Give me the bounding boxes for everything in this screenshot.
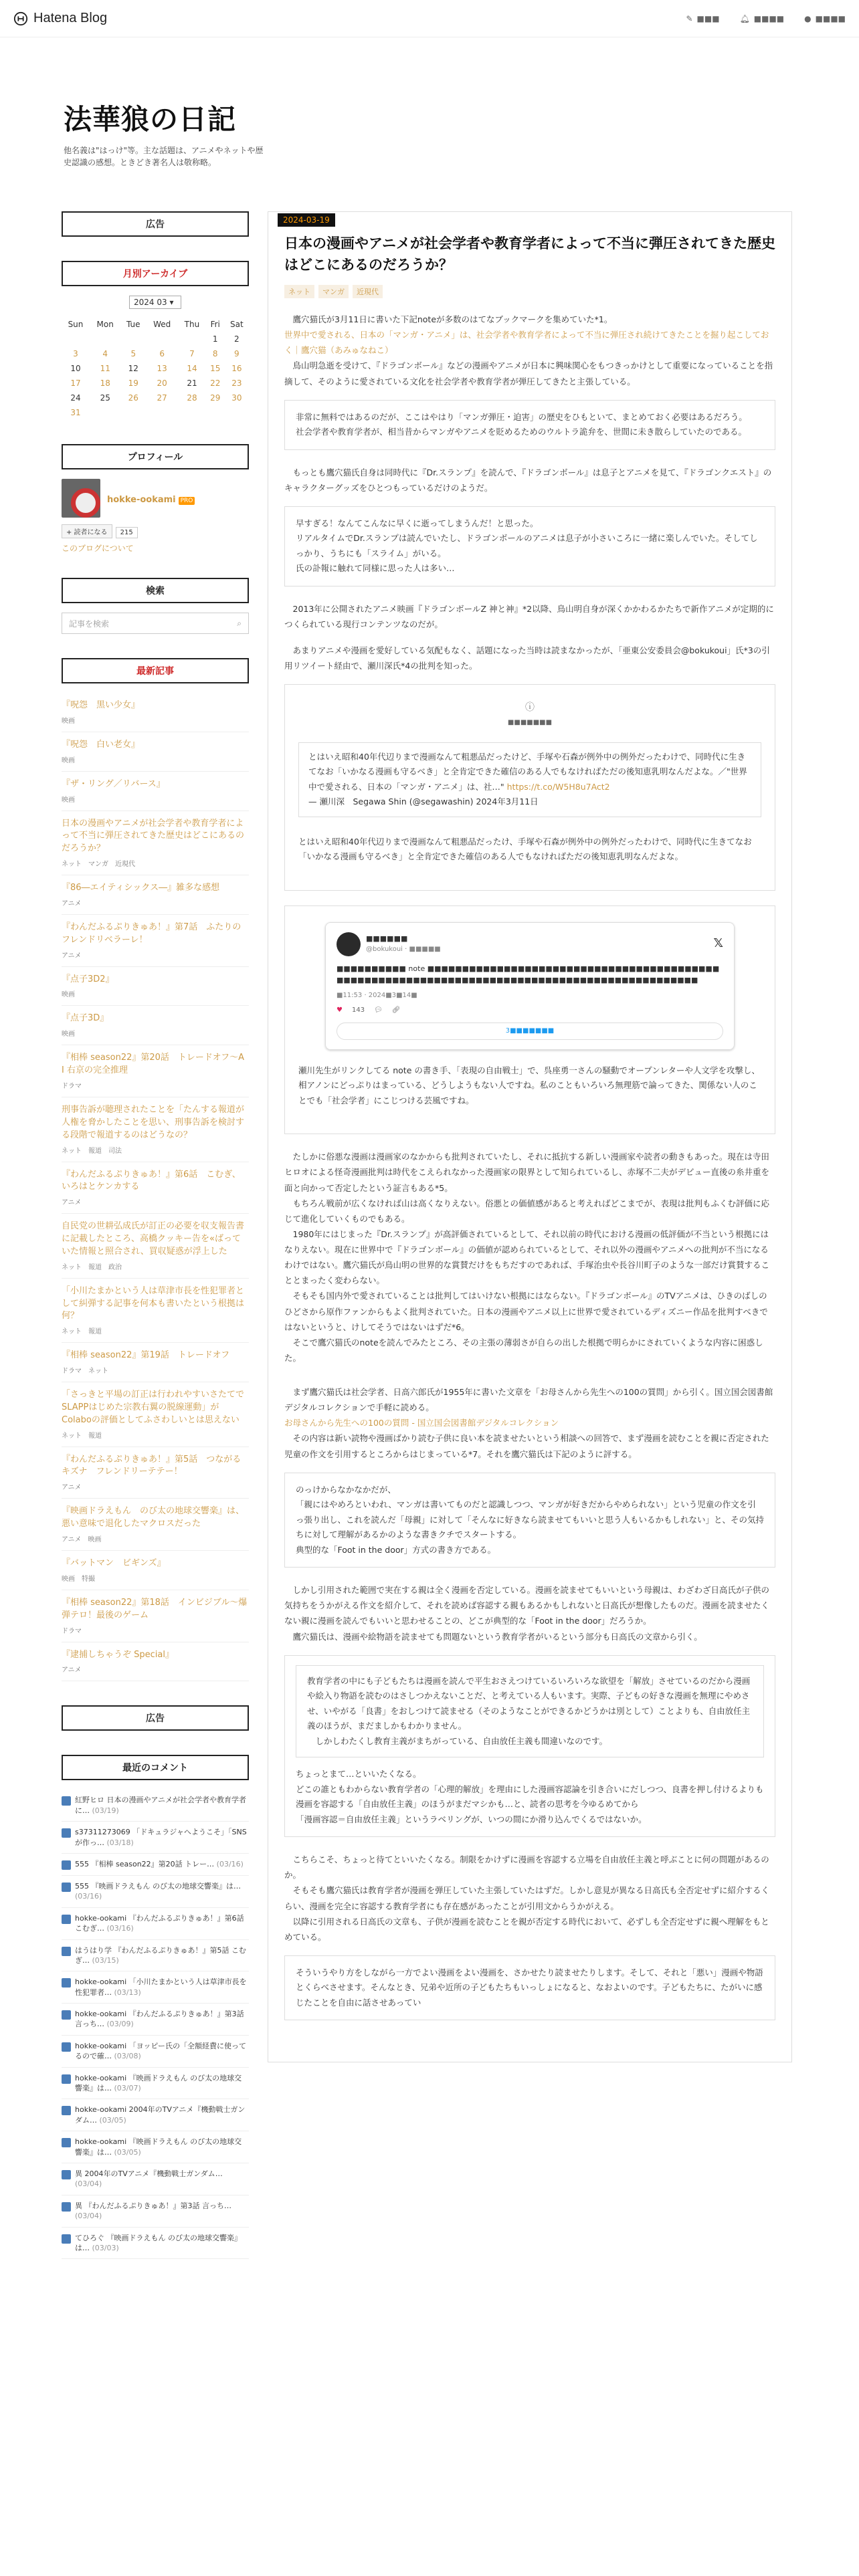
x-post-embed bbox=[284, 905, 775, 1135]
recent-entry-link[interactable]: 『86―エイティシックス―』雑多な感想 bbox=[62, 883, 220, 893]
blog-title[interactable]: 法華狼の日記 bbox=[64, 103, 237, 136]
comment-date: (03/05) bbox=[99, 2115, 126, 2125]
recent-entry-category[interactable]: アニメ bbox=[62, 952, 82, 960]
recent-entry-category[interactable]: ドラマ bbox=[62, 1082, 82, 1090]
recent-entry-category[interactable]: アニメ bbox=[62, 899, 82, 907]
ad-module bbox=[62, 211, 249, 237]
comments-title: 最近のコメント bbox=[62, 1755, 249, 1780]
search-title: 検索 bbox=[62, 578, 249, 603]
calendar-day[interactable]: 6 bbox=[159, 349, 165, 358]
comment-entry-link[interactable]: 『映画ドラえもん のび太の地球交響楽』は… bbox=[91, 1881, 241, 1891]
search-icon[interactable]: ⌕ bbox=[237, 618, 242, 628]
tag-modern[interactable]: 近現代 bbox=[353, 285, 383, 298]
comment-date: (03/04) bbox=[75, 2179, 102, 2189]
blog-description: 他名義は"はっけ"等。主な話題は、アニメやネットや歴史認識の感想。ときどき著名人は敬称略。 bbox=[64, 146, 264, 167]
recent-module bbox=[62, 658, 249, 1681]
commenter-icon bbox=[62, 1883, 71, 1892]
recent-entry bbox=[62, 693, 249, 732]
calendar-day[interactable]: 18 bbox=[100, 379, 110, 388]
entry-date[interactable]: 2024-03-19 bbox=[278, 213, 335, 227]
calendar-day[interactable]: 30 bbox=[231, 393, 242, 403]
commenter-icon bbox=[62, 2202, 71, 2212]
recent-entry-category[interactable]: ネット 報道 bbox=[62, 1328, 102, 1336]
calendar-day[interactable]: 22 bbox=[210, 379, 221, 388]
quote-3 bbox=[284, 1473, 775, 1568]
commenter-name[interactable]: てひろぐ bbox=[75, 2233, 104, 2242]
calendar-day bbox=[120, 405, 146, 420]
recent-entry-link[interactable]: 『点子3D』 bbox=[62, 1013, 109, 1024]
recent-entry-link[interactable]: 『呪怨 白い老女』 bbox=[62, 739, 140, 750]
recent-entry bbox=[62, 915, 249, 967]
commenter-icon bbox=[62, 2106, 71, 2115]
commenter-name[interactable]: hokke-ookami bbox=[75, 2010, 127, 2019]
reader-count: 215 bbox=[116, 527, 138, 538]
recent-entry-link[interactable]: 『わんだふるぷりきゅあ！』第7話 ふたりのフレンドリベラーレ！ bbox=[62, 922, 242, 945]
weekday-label: Mon bbox=[96, 320, 114, 329]
recent-entry-link[interactable]: 『わんだふるぷりきゅあ！』第5話 つながるキズナ フレンドリーテテー！ bbox=[62, 1454, 242, 1477]
recent-entry-link[interactable]: 『逮捕しちゃうぞ Special』 bbox=[62, 1649, 174, 1660]
entry bbox=[268, 211, 792, 2062]
calendar-day[interactable]: 29 bbox=[210, 393, 221, 403]
search-placeholder: 記事を検索 bbox=[69, 619, 110, 629]
comment-entry-link[interactable]: 『映画ドラえもん のび太の地球交響楽』は… bbox=[75, 2137, 242, 2157]
commenter-icon bbox=[62, 2010, 71, 2020]
calendar-day[interactable]: 20 bbox=[157, 379, 167, 388]
para-3: 2013年に公開されたアニメ映画『ドラゴンボールZ 神と神』*2以降、鳥山明自身が深くかかわるかたちで新作アニメが定期的につくられている現行コンテンツなのだが。 bbox=[284, 603, 774, 629]
tag-net[interactable]: ネット bbox=[284, 285, 314, 298]
sidebar bbox=[62, 211, 249, 2283]
commenter-name[interactable]: 555 bbox=[75, 1859, 89, 1868]
search-input[interactable] bbox=[62, 613, 249, 634]
ad-title-2: 広告 bbox=[62, 1705, 249, 1731]
calendar-day[interactable]: 23 bbox=[231, 379, 242, 388]
x-logo-icon[interactable]: 𝕏 bbox=[713, 936, 723, 951]
weekday-label: Tue bbox=[126, 320, 140, 329]
comment-item bbox=[62, 1908, 249, 1940]
calendar-day: 10 bbox=[70, 364, 81, 373]
recent-entry bbox=[62, 1279, 249, 1344]
quote-2 bbox=[284, 506, 775, 586]
weekday-label: Thu bbox=[184, 320, 200, 329]
commenter-name[interactable]: hokke-ookami bbox=[75, 1913, 127, 1923]
recent-entry bbox=[62, 875, 249, 915]
quote-1 bbox=[284, 400, 775, 450]
x-after: 瀬川先生がリンクしてる note の書き手、「表現の自由戦士」で、呉座勇一さんの騒動でオープンレターや人文学を攻撃し、相アノンにどっぷりはまっている、どうしようもない人ですね。私のこともいろいろ無理筋で論ってきた、関係ない人のことでも「社会学者」にこじつける芸風ですね。 bbox=[298, 1065, 760, 1105]
logo-text: Hatena Blog bbox=[33, 11, 108, 25]
calendar-day[interactable]: 14 bbox=[187, 364, 197, 373]
recent-entry bbox=[62, 1045, 249, 1097]
calendar-day[interactable]: 3 bbox=[73, 349, 78, 358]
commenter-name[interactable]: 異 bbox=[75, 2201, 82, 2210]
recent-entry-category[interactable]: 映画 bbox=[62, 717, 75, 725]
ad-module-2 bbox=[62, 1705, 249, 1731]
recent-entry bbox=[62, 1499, 249, 1551]
calendar-day bbox=[62, 332, 90, 346]
subscribe-button[interactable]: + 読者になる bbox=[62, 524, 112, 538]
comment-date: (03/08) bbox=[114, 2052, 141, 2061]
commenter-name[interactable]: 紅野ヒロ bbox=[75, 1796, 104, 1805]
user-icon: ● bbox=[804, 13, 812, 23]
calendar-day[interactable]: 26 bbox=[128, 393, 138, 403]
embedded-tweet-1 bbox=[284, 684, 775, 890]
quote-1-text: 非常に無料ではあるのだが、ここはやはり「マンガ弾圧・迫害」の歴史をひもといて、まとめておく必要はあるだろう。 社会学者や教育学者が、相当昔からマンガやアニメを貶めるためのウルトラ詭弁を、世間に未き散らしていたのである。 bbox=[296, 411, 747, 437]
recent-entry-link[interactable]: 日本の漫画やアニメが社会学者や教育学者によって不当に弾圧されてきた歴史はどこにあるのだろうか？ bbox=[62, 818, 245, 854]
comment-date: (03/05) bbox=[114, 2147, 141, 2157]
quote-5-text: そういうやり方をしながら一方でよい漫画をよい漫画を、さかせたり読ませたりします。そして、それと「悪い」漫画や物語とくらべさせます。そんなとき、兄弟や近所の子どもたちもいっしょになると、なおよいのです。子どもたちに、たがいに感じたことを自由に話させあってい bbox=[296, 1967, 763, 2008]
tweet-after: とはいえ昭和40年代辺りまで漫画なんて粗悪品だったけ、手塚や石森が例外中の例外だったわけで、同時代に生きてなお「いかなる漫画も守るべき」と全肯定できた確信のある人でもなければただの後知恵乳明なんだよな。 bbox=[298, 836, 752, 862]
recent-entry bbox=[62, 732, 249, 772]
recent-entry bbox=[62, 811, 249, 876]
ad-title: 広告 bbox=[62, 211, 249, 237]
calendar-day: 2 bbox=[234, 334, 240, 344]
profile-title: プロフィール bbox=[62, 444, 249, 469]
info-notice-text: ■■■■■■■ bbox=[507, 718, 553, 726]
archive-module bbox=[62, 261, 249, 420]
calendar-day[interactable]: 31 bbox=[70, 408, 81, 417]
recent-entry bbox=[62, 1551, 249, 1590]
account-label: ■■■■ bbox=[815, 13, 846, 23]
tweet-text: とはいえ昭和40年代辺りまで漫画なんて粗悪品だったけど、手塚や石森が例外中の例外だったわけで、同時代に生きてなお「いかなる漫画も守るべき」と全肯定できた確信のある人でもなければただの後知恵乳明なんだよな。／"世界中で愛される、日本の「マンガ・アニメ」は、社…" bbox=[308, 751, 747, 792]
comment-item bbox=[62, 2131, 249, 2163]
recent-entry bbox=[62, 1642, 249, 1682]
commenter-icon bbox=[62, 2074, 71, 2084]
hatena-logo-icon bbox=[13, 11, 28, 26]
para-9: こちらこそ、ちょっと待てといいたくなる。制限をかけずに漫画を容認する立場を自由放任主義と呼ぶことに何の問題があるのか。 そもそも鷹穴猫氏は教育学者が漫画を弾圧していた主張していたはずだ。しかし意見が異なる日高氏も全否定せずに紹介するくらい、漫画を完全に容認する教育学者にも存在感があったことが引用文からうかがえる。 以降に引用される日高氏の文章も、子供が漫画を読むことを親が否定する時代において、必ずしも全否定せずに親へ理解をもとめている。 bbox=[284, 1854, 770, 1942]
comment-date: (03/16) bbox=[75, 1892, 102, 1901]
comment-entry-link[interactable]: 『映画ドラえもん のび太の地球交響楽』は… bbox=[75, 2233, 242, 2252]
recent-entry-link[interactable]: 自民党の世耕弘成氏が訂正の必要を収支報告書に記載したところ、高橋クッキー告を«ばっていた情報と照合され、買収疑惑が浮上した bbox=[62, 1221, 245, 1257]
calendar-day[interactable]: 7 bbox=[189, 349, 195, 358]
commenter-name[interactable]: hokke-ookami bbox=[75, 1977, 127, 1987]
comment-date: (03/07) bbox=[114, 2084, 141, 2093]
comment-date: (03/18) bbox=[106, 1838, 134, 1847]
para-7: まず鷹穴猫氏は社会学者、日高六郎氏が1955年に書いた文章を「お母さんから先生への100の質問」から引く。国立国会図書館デジタルコレクションで手軽に読める。 bbox=[284, 1387, 773, 1413]
quote-4 bbox=[284, 1655, 775, 1838]
calendar-day bbox=[90, 405, 121, 420]
tag-manga[interactable]: マンガ bbox=[318, 285, 349, 298]
calendar-day bbox=[120, 332, 146, 346]
comment-item bbox=[62, 1790, 249, 1822]
calendar-day[interactable]: 9 bbox=[234, 349, 240, 358]
commenter-icon bbox=[62, 2042, 71, 2052]
recent-entry-link[interactable]: 『わんだふるぷりきゅあ！』第6話 こむぎ、いろはとケンカする bbox=[62, 1169, 241, 1192]
commenter-icon bbox=[62, 2138, 71, 2147]
archive-month-select[interactable]: 2024 03 ▾ bbox=[129, 296, 181, 309]
pencil-icon: ✎ bbox=[686, 13, 693, 23]
x-like-count: 143 bbox=[351, 1006, 365, 1014]
comment-date: (03/04) bbox=[75, 2212, 102, 2221]
recent-entry-category[interactable]: ネット マンガ 近現代 bbox=[62, 861, 135, 869]
calendar-day[interactable]: 11 bbox=[100, 364, 110, 373]
recent-entry bbox=[62, 1097, 249, 1162]
weekday-label: Fri bbox=[210, 320, 220, 329]
share-icon[interactable]: 🔗︎ bbox=[391, 1006, 401, 1014]
comment-entry-link[interactable]: 『わんだふるぷりきゅあ！』第5話 こむぎ… bbox=[75, 1945, 246, 1965]
recent-entry-link[interactable]: 『相棒 season22』第20話 トレードオフ～A I 右京の完全推理 bbox=[62, 1053, 245, 1076]
bell-icon: 🔔︎ bbox=[739, 13, 750, 23]
commenter-name[interactable]: hokke-ookami bbox=[75, 2137, 127, 2147]
commenter-icon bbox=[62, 1978, 71, 1988]
profile-module bbox=[62, 444, 249, 554]
recent-entry-category[interactable]: アニメ bbox=[62, 1667, 82, 1675]
ndl-link[interactable]: お母さんから先生への100の質問 - 国立国会図書館デジタルコレクション bbox=[284, 1418, 559, 1428]
recent-entry-link[interactable]: 刑事告訴が聴理されたことを「たんする報道が人権を脅かしたことを思い、刑事告訴を検討する段階で報道するのはどうなの？ bbox=[62, 1104, 245, 1140]
calendar-day[interactable]: 13 bbox=[157, 364, 167, 373]
comment-entry-link[interactable]: 『わんだふるぷりきゅあ！』第3話 言っち… bbox=[75, 2010, 244, 2029]
para-4: あまりアニメや漫画を愛好している気配もなく、話題になった当時は読まなかったが、「亜東公安委員会@bokukoui」氏*3の引用リツイート経由で、瀬川深氏*4の批判を知った。 bbox=[284, 645, 770, 671]
weekday-label: Sun bbox=[68, 320, 84, 329]
comment-item bbox=[62, 2099, 249, 2131]
comment-entry-link[interactable]: 『映画ドラえもん のび太の地球交響楽』は… bbox=[75, 2073, 242, 2093]
calendar-day bbox=[90, 332, 121, 346]
comment-item bbox=[62, 2228, 249, 2260]
comment-date: (03/16) bbox=[216, 1859, 244, 1868]
recent-entry-category[interactable]: 映画 特撮 bbox=[62, 1575, 95, 1583]
commenter-icon bbox=[62, 2170, 71, 2179]
avatar[interactable] bbox=[62, 479, 100, 518]
calendar-day bbox=[178, 332, 205, 346]
comment-entry-link[interactable]: 2004年のTVアニメ『機動戦士ガンダム… bbox=[75, 2105, 246, 2125]
write-link[interactable] bbox=[686, 14, 719, 23]
comment-entry-link[interactable]: 「ドキュラジャへようこそ」「SNSが作っ… bbox=[75, 1828, 247, 1847]
calendar-day: 1 bbox=[212, 334, 218, 344]
recent-entry-link[interactable]: 『相棒 season22』第19話 トレードオフ bbox=[62, 1350, 230, 1361]
weekday-label: Wed bbox=[153, 320, 171, 329]
pro-badge: PRO bbox=[179, 497, 195, 505]
recent-entry-link[interactable]: 『点子3D2』 bbox=[62, 974, 114, 984]
x-text: ■■■■■■■■■■ note ■■■■■■■■■■■■■■■■■■■■■■■■■■■■■■■■■■■■■■■■■■■■■■■■■■■■■■■■■■■■■■■■■■■■■■■■■■■■■■■■■■■■■■■■■■■■■■ bbox=[337, 964, 720, 985]
commenter-icon bbox=[62, 1828, 71, 1838]
recent-entry bbox=[62, 1214, 249, 1279]
comment-date: (03/15) bbox=[92, 1955, 119, 1965]
quote-5 bbox=[284, 1955, 775, 2021]
calendar-day bbox=[206, 405, 225, 420]
recent-entry bbox=[62, 1382, 249, 1447]
comment-date: (03/16) bbox=[106, 1924, 134, 1933]
notification-link[interactable] bbox=[740, 14, 785, 23]
comment-date: (03/03) bbox=[92, 2243, 119, 2252]
recent-entry-category[interactable]: ドラマ ネット bbox=[62, 1368, 108, 1376]
info-icon: ⓘ bbox=[525, 702, 535, 714]
entry-title[interactable]: 日本の漫画やアニメが社会学者や教育学者によって不当に弾圧されてきた歴史はどこにあるのだろうか？ bbox=[284, 235, 775, 273]
x-avatar[interactable] bbox=[337, 932, 361, 956]
commenter-icon bbox=[62, 2234, 71, 2244]
tweet-author[interactable]: — 瀬川深 Segawa Shin (@segawashin) 2024年3月11日 bbox=[308, 796, 539, 807]
commenter-name[interactable]: s37311273069 bbox=[75, 1828, 130, 1837]
commenter-name[interactable]: 異 bbox=[75, 2169, 82, 2178]
x-name[interactable]: ■■■■■■ bbox=[366, 934, 408, 943]
recent-entry-link[interactable]: 「小川たまかという人は草津市長を性犯罪者として糾弾する記事を何本も書いたという根拠は何？ bbox=[62, 1285, 245, 1321]
quote-4-inner: 教育学者の中にも子どもたちは漫画を読んで平生おさえつけているいろいろな欲望を「解放」させているのだから漫画や絵入り物語を読むのはさしつかえないことだ、と考えている人もいます。実際、子どもの好きな漫画を無理にやめさせ、いやがる「良書」をおしつけて読ませる（そのようなことができるかどうかは別として）ことよりも、自由放任主義のほうが、まだましかもわかりません。 しかしわたくし教育主義がまちがっている、自由放任主義も間違いなのです。 bbox=[296, 1665, 764, 1758]
recent-entry bbox=[62, 1590, 249, 1642]
recent-entry bbox=[62, 772, 249, 811]
comment-entry-link[interactable]: 2004年のTVアニメ『機動戦士ガンダム… bbox=[84, 2169, 223, 2178]
recent-entry-category[interactable]: 映画 bbox=[62, 756, 75, 764]
calendar-day[interactable]: 19 bbox=[128, 379, 138, 388]
comment-entry-link[interactable]: 『わんだふるぷりきゅあ！』第6話 こむぎ… bbox=[75, 1913, 244, 1933]
comment-item bbox=[62, 1971, 249, 2004]
calendar-day: 24 bbox=[70, 393, 81, 403]
calendar-day[interactable]: 27 bbox=[157, 393, 167, 403]
search-module bbox=[62, 578, 249, 634]
calendar-day[interactable]: 16 bbox=[231, 364, 242, 373]
para-8: しかし引用された範囲で実在する親は全く漫画を否定している。漫画を読ませてもいいという母親は、わざわざ日高氏が子供の気持ちをうかがえる作文を紹介して、それを読めば容認する親もあるかもしれないと日高氏が想像したものだ。漫画を読ませたくない親に漫画を読んでもいいと思わせることの、どこが典型的な「Foot in the door」だろうか。 鷹穴猫氏は、漫画や絵物語を読ませても問題ないという教育学者がいるという部分も日高氏の文章から引く。 bbox=[284, 1585, 770, 1642]
calendar-day: 25 bbox=[100, 393, 110, 403]
recent-entry-link[interactable]: 『バットマン ビギンズ』 bbox=[62, 1558, 166, 1568]
weekday-label: Sat bbox=[230, 320, 244, 329]
recent-entry bbox=[62, 1447, 249, 1499]
x-meta[interactable]: ■11:53 · 2024■3■14■ bbox=[337, 991, 417, 999]
recent-entry-category[interactable]: 映画 bbox=[62, 1031, 75, 1039]
calendar-day: 12 bbox=[128, 364, 138, 373]
recent-entry bbox=[62, 1162, 249, 1214]
recent-entry-category[interactable]: アニメ bbox=[62, 1484, 82, 1492]
para-1-rest: 鳥山明急逝を受けて、『ドラゴンボール』などの漫画やアニメが日本に興味関心をもつきっかけとして重要になっていることを指摘して、そのように愛されている文化を社会学者や教育学者が弾圧してきたと主張している。 bbox=[284, 360, 773, 387]
entry-body bbox=[268, 312, 791, 2020]
commenter-icon bbox=[62, 1915, 71, 1924]
recent-entry-link[interactable]: 『映画ドラえもん のび太の地球交響楽』は、悪い意味で退化したマクロスだった bbox=[62, 1506, 245, 1529]
comment-entry-link[interactable]: 『相棒 season22』第20話 トレー… bbox=[91, 1859, 215, 1868]
comment-date: (03/19) bbox=[92, 1806, 119, 1815]
archive-calendar bbox=[62, 317, 249, 420]
comment-entry-link[interactable]: 「ヨッピー氏の「全額経費に使ってるので確… bbox=[75, 2041, 246, 2061]
commenter-name[interactable]: 555 bbox=[75, 1881, 89, 1891]
calendar-day bbox=[146, 332, 178, 346]
calendar-day[interactable]: 17 bbox=[70, 379, 81, 388]
comment-item bbox=[62, 1854, 249, 1876]
commenter-name[interactable]: hokke-ookami bbox=[75, 2073, 127, 2082]
commenter-name[interactable]: hokke-ookami bbox=[75, 2105, 127, 2115]
calendar-day[interactable]: 8 bbox=[212, 349, 218, 358]
calendar-day bbox=[146, 405, 178, 420]
commenter-icon bbox=[62, 1860, 71, 1870]
para-2: もっとも鷹穴猫氏自身は同時代に『Dr.スランプ』を読んで、『ドラゴンボール』は息子とアニメを見て、『ドラゴンクエスト』のキャラクターグッズをひとつもっているだけのようだ。 bbox=[284, 467, 772, 493]
archive-title: 月別アーカイブ bbox=[62, 261, 249, 286]
calendar-day[interactable]: 15 bbox=[210, 364, 221, 373]
tweet-link[interactable]: https://t.co/W5H8u7Act2 bbox=[506, 781, 610, 792]
comment-date: (03/09) bbox=[106, 2020, 134, 2029]
para-6: たしかに俗悪な漫画は漫画家のなかからも批判されていたし、それに抵抗する新しい漫画家や読者の動きもあった。現在は寺田ヒロオによる怪奇漫画批判は時代をこえられなかった漫画家の限界として知られているし、赤塚不二夫がデビュー直後の糸井重を面と向かって否定したという証言もある*5。 もちろん戦前が広くなければ山は高くなりえない。俗悪との価値感があると考えればどこまでが、表現は批判もふくむ評価に応じて進化していくものでもある。 1980年にはじまった『Dr.スランプ』が高評価されているとして、それ以前の時代における漫画の低評価が不当という根拠にはなりえない。現在に世界中で『ドラゴンボール』の価値が認められているとして、それ以外の漫画やアニメへの批判が不当になるわけではない。鷹穴猫氏が鳥山明の世界的な賞賛だけをもちだすのであれば、手塚治虫や長谷川町子のような一部だけ賞賛することとまったく変わらない。 そもそも国内外で愛されていることは批判してはいけない根拠にはならない。『ドラゴンボール』のTVアニメは、ひきのばしのひどさから原作ファンからもよく批判されていた。日本の漫画やアニメ以上に世界で愛されているディズニー作品を批判すべきではないというと、けしてそうではないはずだ*6。 そこで鷹穴猫氏のnoteを読んでみたところ、その主張の薄弱さが自らの出した根拠で明らかにされていくような内容に困惑した。 bbox=[284, 1152, 770, 1363]
calendar-day[interactable]: 5 bbox=[130, 349, 136, 358]
comment-item bbox=[62, 2068, 249, 2100]
commenter-name[interactable]: はうはり学 bbox=[75, 1945, 112, 1955]
para-1: 鷹穴猫氏が3月11日に書いた下記noteが多数のはてなブックマークを集めていた*1。 bbox=[284, 314, 613, 324]
comment-item bbox=[62, 1940, 249, 1972]
recent-entry-category[interactable]: ドラマ bbox=[62, 1627, 82, 1635]
quote-3-text: のっけからなかなかだが、 「親にはやめろといわれ、マンガは書いてものだと認識しつつ、マンガが好きだからやめられない」という児童の作文を引っ張り出し、これを読んだ「母親」に対して「そんなに好きなら読ませてもいいと思う人もいるかもしれない」と、その気持ちに対して理解があるかのような書きクチでスタートする。 典型的な「Foot in the door」方式の書き方である。 bbox=[296, 1484, 765, 1555]
comment-item bbox=[62, 1822, 249, 1854]
quote-4-text: ちょっとまて…といいたくなる。 どこの誰ともわからない教育学者の「心理的解放」を理由にした漫画容認論を引き合いにだしつつ、良書を押し付けるよりも漫画を容認する「自由放任主義」のほうがまだマシかも…と、読者の思考を今ゆるめてから 「漫画容認＝自由放任主義」というラベリングが、いつの間にか滑り込んでくるではないか。 bbox=[296, 1769, 764, 1824]
recent-title: 最新記事 bbox=[62, 658, 249, 683]
hatena-blog-logo[interactable] bbox=[13, 11, 107, 26]
recent-entry-link[interactable]: 『呪怨 黒い少女』 bbox=[62, 700, 140, 710]
info-notice bbox=[298, 700, 761, 728]
recent-entry-category[interactable]: 映画 bbox=[62, 991, 75, 999]
comment-item bbox=[62, 2195, 249, 2228]
notification-label: ■■■■ bbox=[753, 13, 785, 23]
comment-entry-link[interactable]: 『わんだふるぷりきゅあ！』第3話 言っち… bbox=[84, 2201, 231, 2210]
x-handle[interactable]: @bokukoui · ■■■■■ bbox=[366, 946, 441, 954]
comment-item bbox=[62, 2036, 249, 2068]
comments-module bbox=[62, 1755, 249, 2259]
calendar-day bbox=[225, 405, 249, 420]
recent-entry-category[interactable]: ネット 報道 司法 bbox=[62, 1147, 122, 1155]
recent-entry-category[interactable]: ネット 報道 bbox=[62, 1432, 102, 1440]
calendar-day bbox=[178, 405, 205, 420]
calendar-day[interactable]: 28 bbox=[187, 393, 197, 403]
heart-icon[interactable]: ♥ bbox=[337, 1006, 343, 1014]
recent-entry-category[interactable]: 映画 bbox=[62, 796, 75, 804]
para-7-rest: その内容は新い読物や漫画ばかり読む子供に良い本を読ませたいという相談への回答で、まず漫画を読むことを親に否定された児童の作文を引用するところからはじまっている*7。それを鷹穴猫氏は下記のように評する。 bbox=[284, 1433, 769, 1459]
calendar-day: 21 bbox=[187, 379, 197, 388]
recent-entry-category[interactable]: ネット 報道 政治 bbox=[62, 1263, 122, 1271]
comment-entry-link[interactable]: 日本の漫画やアニメが社会学者や教育学者に… bbox=[75, 1796, 246, 1815]
recent-entry-category[interactable]: アニメ 映画 bbox=[62, 1536, 102, 1543]
recent-entry bbox=[62, 1006, 249, 1045]
recent-entry-link[interactable]: 『相棒 season22』第18話 インビジブル～爆弾テロ！最後のゲーム bbox=[62, 1597, 248, 1620]
account-link[interactable] bbox=[804, 14, 846, 23]
write-label: ■■■ bbox=[696, 13, 720, 23]
recent-entry bbox=[62, 1343, 249, 1382]
calendar-day[interactable]: 4 bbox=[102, 349, 108, 358]
recent-entry-category[interactable]: アニメ bbox=[62, 1199, 82, 1207]
comment-item bbox=[62, 1876, 249, 1908]
about-link[interactable]: このブログについて bbox=[62, 544, 134, 553]
comment-entry-link[interactable]: 「小川たまかという人は草津市長を性犯罪者… bbox=[75, 1977, 247, 1997]
profile-name[interactable]: hokke-ookami bbox=[107, 494, 176, 505]
reply-icon[interactable]: 💬︎ bbox=[374, 1006, 383, 1014]
x-read-replies-button[interactable]: 3■■■■■■■ bbox=[337, 1023, 723, 1040]
comment-date: (03/13) bbox=[114, 1988, 141, 1997]
commenter-icon bbox=[62, 1796, 71, 1806]
recent-entry-link[interactable]: 『ザ・リング／リバース』 bbox=[62, 778, 165, 789]
quote-2-text: 早すぎる！なんてこんなに早くに逝ってしまうんだ！と思った。 リアルタイムでDr.スランプは読んでいたし、ドラゴンボールのアニメは息子が小さいころに一緒に楽しんでいた。そしてしっかり、うちにも「スライム」がいる。 氏の訃報に触れて同様に思った人は多い… bbox=[296, 518, 758, 574]
x-card[interactable] bbox=[325, 922, 735, 1050]
comment-item bbox=[62, 2163, 249, 2195]
commenter-icon bbox=[62, 1947, 71, 1956]
blog-header bbox=[0, 37, 859, 167]
recent-entry bbox=[62, 967, 249, 1006]
top-bar bbox=[0, 0, 859, 37]
comment-item bbox=[62, 2004, 249, 2036]
note-link[interactable]: 世界中で愛される、日本の「マンガ・アニメ」は、社会学者や教育学者によって不当に弾圧され続けてきたことを掘り起こしておく｜鷹穴猫（あみゅなねこ） bbox=[284, 330, 769, 356]
recent-entry-link[interactable]: 「さっきと平場の訂正は行われやすいさたてでSLAPPはじめた宗教右翼の脱線運動」がColaboの評価としてふさわしいとは思えない bbox=[62, 1390, 245, 1425]
commenter-name[interactable]: hokke-ookami bbox=[75, 2041, 127, 2050]
